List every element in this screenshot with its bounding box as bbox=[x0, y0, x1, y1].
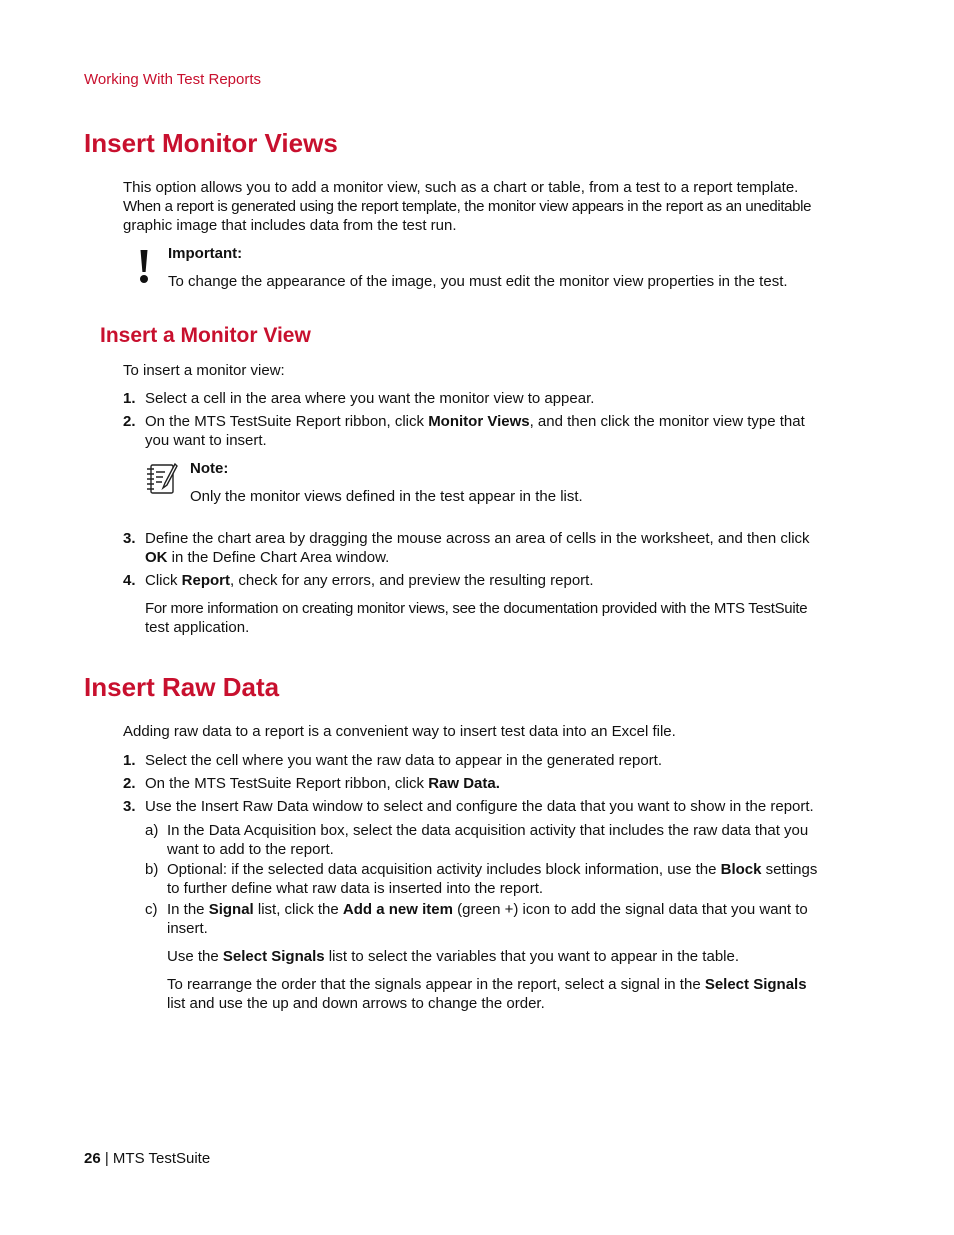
para-bold: Select Signals bbox=[222, 948, 325, 965]
more-info-line: For more information on creating monitor views, see the documentation provided with the MTS TestSuite bbox=[145, 600, 808, 617]
para-pre: Use the bbox=[167, 948, 223, 965]
more-info-paragraph bbox=[145, 599, 850, 637]
para-line2: list and use the up and down arrows to change the order. bbox=[167, 995, 545, 1012]
sub-step-line2: insert. bbox=[167, 920, 208, 937]
sub-step-post: settings bbox=[761, 861, 818, 878]
note-label: Note: bbox=[190, 460, 229, 477]
sub-step-label: a) bbox=[145, 822, 159, 839]
intro-line: graphic image that includes data from the test run. bbox=[123, 217, 457, 234]
step-text bbox=[145, 529, 850, 567]
list-item bbox=[0, 571, 954, 590]
sub-step-text bbox=[167, 821, 847, 859]
step-text-bold: OK bbox=[145, 549, 168, 566]
important-text: To change the appearance of the image, you must edit the monitor view properties in the test. bbox=[168, 273, 788, 290]
sub-list-item bbox=[0, 860, 954, 898]
step-text-pre: On the MTS TestSuite Report ribbon, click bbox=[145, 775, 429, 792]
footer-separator: | bbox=[100, 1150, 113, 1167]
para-pre: To rearrange the order that the signals appear in the report, select a signal in the bbox=[167, 976, 705, 993]
sub-step-pre: Optional: if the selected data acquisition activity includes block information, use the bbox=[167, 861, 721, 878]
step-text-line2: you want to insert. bbox=[145, 432, 267, 449]
step-text: Select a cell in the area where you want the monitor view to appear. bbox=[145, 390, 595, 407]
sub-step-line2: want to add to the report. bbox=[167, 841, 334, 858]
subsection-intro: To insert a monitor view: bbox=[123, 362, 285, 379]
para-bold: Select Signals bbox=[704, 976, 807, 993]
step-text-post: in the Define Chart Area window. bbox=[167, 549, 390, 566]
step-number: 3. bbox=[123, 530, 136, 547]
step-text bbox=[145, 571, 850, 590]
sub-step-bold-signal: Signal bbox=[208, 901, 254, 918]
select-signals-paragraph bbox=[167, 947, 739, 966]
sub-step-text bbox=[167, 860, 847, 898]
exclamation-icon bbox=[136, 248, 152, 286]
step-text-pre: Click bbox=[145, 572, 182, 589]
footer-product: MTS TestSuite bbox=[112, 1150, 211, 1167]
intro-line: This option allows you to add a monitor view, such as a chart or table, from a test to a report template. bbox=[123, 179, 799, 196]
step-number: 2. bbox=[123, 775, 136, 792]
section-title-insert-raw-data: Insert Raw Data bbox=[84, 672, 280, 702]
section-title-insert-monitor-views: Insert Monitor Views bbox=[84, 128, 338, 158]
para-post: list to select the variables that you want to appear in the table. bbox=[324, 948, 740, 965]
sub-step-text bbox=[167, 900, 847, 938]
page-number: 26 bbox=[84, 1150, 101, 1167]
more-info-line: test application. bbox=[145, 619, 250, 636]
sub-step-bold-add-item: Add a new item bbox=[342, 901, 453, 918]
sub-step-label: c) bbox=[145, 901, 158, 918]
step-text bbox=[145, 774, 850, 793]
sub-step-post: (green +) icon to add the signal data that you want to bbox=[452, 901, 808, 918]
step-text-post: , and then click the monitor view type that bbox=[529, 413, 805, 430]
sub-step-pre: In the bbox=[167, 901, 209, 918]
note-pencil-icon bbox=[145, 461, 179, 497]
running-head: Working With Test Reports bbox=[84, 71, 262, 88]
step-text-line1: Define the chart area by dragging the mouse across an area of cells in the worksheet, and then click bbox=[145, 530, 810, 547]
list-item bbox=[0, 389, 954, 408]
step-text-bold: Monitor Views bbox=[428, 413, 530, 430]
section1-intro bbox=[123, 178, 848, 235]
sub-step-label: b) bbox=[145, 861, 159, 878]
step-number: 1. bbox=[123, 752, 136, 769]
step-text-bold: Raw Data. bbox=[428, 775, 500, 792]
list-item bbox=[0, 774, 954, 793]
rearrange-paragraph bbox=[167, 975, 847, 1013]
sub-list-item bbox=[0, 821, 954, 859]
step-number: 2. bbox=[123, 413, 136, 430]
step-text-pre: On the MTS TestSuite Report ribbon, click bbox=[145, 413, 429, 430]
sub-step-line1: In the Data Acquisition box, select the data acquisition activity that includes the raw data that you bbox=[167, 822, 809, 839]
sub-list-item bbox=[0, 900, 954, 938]
step-text-bold: Report bbox=[181, 572, 231, 589]
step-number: 4. bbox=[123, 572, 136, 589]
intro-line: When a report is generated using the report template, the monitor view appears in the report as an uneditable bbox=[123, 198, 812, 215]
page-footer bbox=[84, 1149, 210, 1168]
subsection-title-insert-a-monitor-view: Insert a Monitor View bbox=[100, 324, 311, 347]
step-number: 1. bbox=[123, 390, 136, 407]
step-text-post: , check for any errors, and preview the resulting report. bbox=[230, 572, 594, 589]
step-text bbox=[145, 412, 850, 450]
list-item bbox=[0, 529, 954, 567]
step-text: Use the Insert Raw Data window to select and configure the data that you want to show in the report. bbox=[145, 798, 814, 815]
sub-step-line2: to further define what raw data is inserted into the report. bbox=[167, 880, 544, 897]
list-item bbox=[0, 797, 954, 816]
sub-step-bold: Block bbox=[720, 861, 762, 878]
step-text: Select the cell where you want the raw data to appear in the generated report. bbox=[145, 752, 662, 769]
important-label: Important: bbox=[168, 245, 243, 262]
list-item bbox=[0, 751, 954, 770]
note-text: Only the monitor views defined in the test appear in the list. bbox=[190, 488, 583, 505]
section2-intro: Adding raw data to a report is a convenient way to insert test data into an Excel file. bbox=[123, 723, 676, 740]
step-number: 3. bbox=[123, 798, 136, 815]
list-item bbox=[0, 412, 954, 450]
sub-step-mid: list, click the bbox=[253, 901, 343, 918]
